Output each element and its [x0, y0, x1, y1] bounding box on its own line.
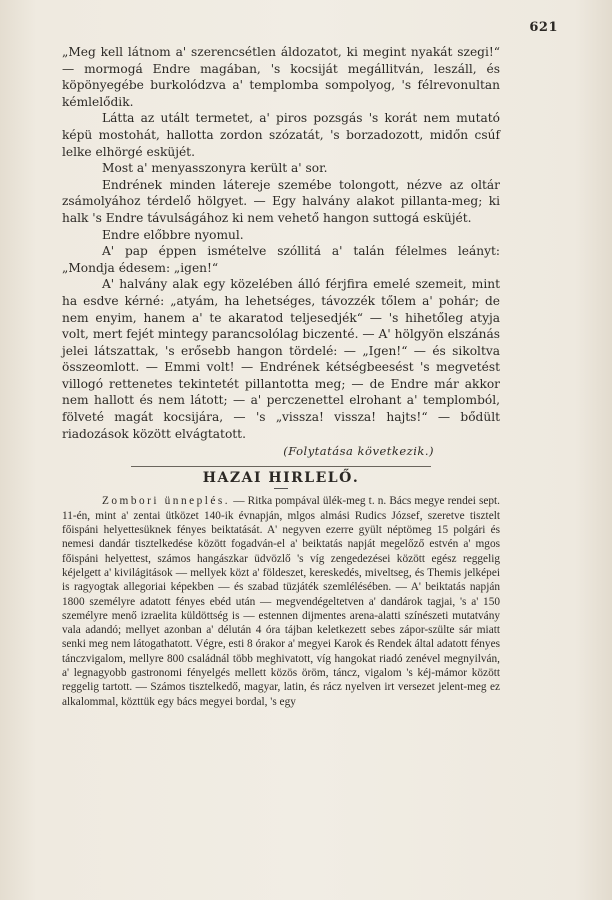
story-paragraph-5: Endre előbbre nyomul. [102, 227, 244, 242]
story-paragraph-4: Endrének minden látereje szemébe tolongott, nézve az oltár zsámolyához térdelő hölgyet. — Egy halvány alakot pillanta-meg; ki halk 's Endre távulságához ki nem vehető hangon suttogá esküjét. [62, 177, 500, 225]
story-column [62, 44, 500, 709]
story-paragraph-6: A' pap éppen ismételve szóllitá a' talán félelmes leányt: „Mondja édesem: „igen!“ [62, 244, 500, 275]
news-paragraph [62, 494, 500, 708]
heading-dash [274, 488, 288, 489]
section-divider [131, 466, 431, 467]
news-text: — Ritka pompával ülék-meg t. n. Bács megye rendei sept. 11-én, mint a' zentai ütközet 140-ik évnapján, mlgos almási Rudics József, szeretve tisztelt főispáni helyettesüknek fényes beiktatását. A' negyven ezerre gyült néptömeg 15 polgári és nemesi dandár tisztelkedése között fogadván-el a' beiktatás napját megelőző estvén a' mgos főispáni helyettest, számos hangászkar üdvözlő 's víg zengedezései között egész reggelig kéjelgett a' kivilágitások — mellyek közt a' földeszet, kereskedés, miveltseg, és Themis jelképei is ragyogtak allegoriai képekben — és szabad tüzjáték szemlélésében. — A' beiktatás napján 1800 személyre adatott fényes ebéd után — megvendégeltetven a' dandárok tagjai, 's a' 150 személyre menő izraelita küldöttség is — estennen dijmentes arena-alatti színészeti mutatvány vala adandó; mellyet azonban a' délután 4 óra tájban keletkezett sebes zápor-szülte sár miatt senki meg nem látogathatott. Végre, esti 8 órakor a' megyei Karok és Rendek által adatott fényes tánczvigalom, mellyre 800 családnál több meghivatott, víg hangokat riadó zenével megnyilván, a' legnagyobb gastronomi fényelgés mellett közös öröm, táncz, vigalom 's kéj-mámor között reggelig tartott. — Számos tisztelkedő, magyar, latin, és rácz nyelven irt versezet jelent-meg ez alkalommal, közttük egy bács megyei bordal, 's egy [62, 495, 501, 708]
story-paragraph-1: „Meg kell látnom a' szerencsétlen áldozatot, ki megint nyakát szegi!“ — mormogá Endre magában, 's kocsiját megállitván, leszáll, és köpönyegébe burkolódzva a' templomba sompolyog, 's félrevonultan kémlelődik. [62, 45, 500, 109]
story-paragraph-2: Látta az utált termetet, a' piros pozsgás 's korát nem mutató képü mostohát, hallotta zordon szózatát, 's borzadozott, midőn csúf lelke elhörgé esküjét. [62, 111, 500, 159]
continuation-note: (Folytatása következik.) [283, 444, 434, 459]
story-paragraph-7: A' halvány alak egy közelében álló férjfira emelé szemeit, mint ha esdve kérné: „atyám, ha lehetséges, távozzék tőlem a' pohár; de nem enyim, hanem a' te akaratod teljesedjék“ — 's hihetőleg atyja volt, mert fejét mintegy parancsolólag biczenté. — A' hölgyön elszánás jelei látszattak, 's erősebb hangon tördelé: — „Igen!“ — és sikoltva összeomlott. — Emmi volt! — Endrének kétségbeesést 's megvetést villogó rettenetes tekintetét pillantotta meg; — de Endre már akkor nem hallott és nem látott; — a' perczenettel elrohant a' templomból, fölveté magát kocsijára, — 's „vissza! vissza! hajts!“ — bődült riadozások között elvágtatott. [62, 277, 500, 441]
news-lead: Zombori ünneplés. [102, 495, 231, 508]
story-paragraph-3: Most a' menyasszonyra került a' sor. [102, 161, 328, 176]
section-heading: HAZAI HIRLELŐ. [202, 469, 360, 486]
news-column [62, 494, 500, 708]
page-number: 621 [529, 20, 558, 35]
